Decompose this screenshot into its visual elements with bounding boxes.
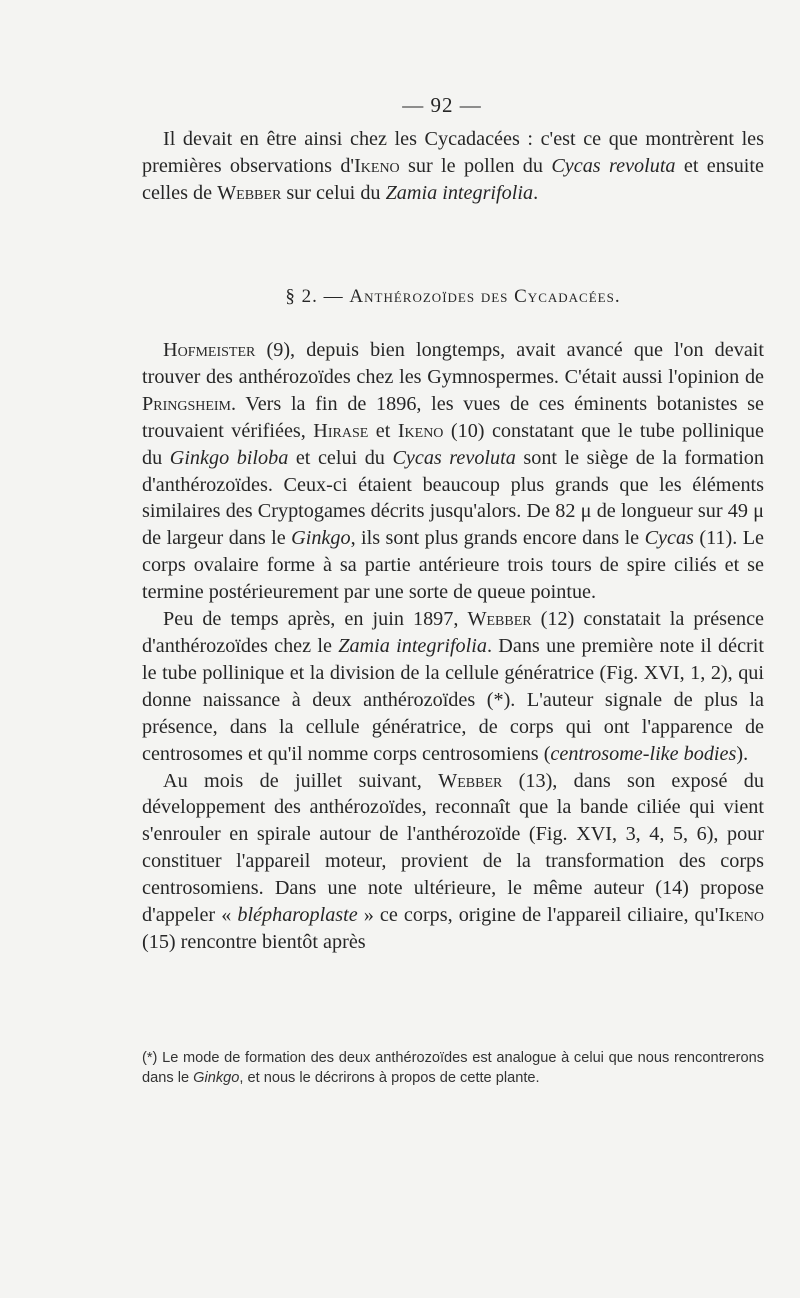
author-name: Hirase: [313, 419, 369, 442]
species-name: Ginkgo biloba: [169, 446, 289, 469]
footnote-text: [142, 1048, 764, 1088]
text-run: , et nous le décrirons à propos de cette plante.: [239, 1070, 540, 1086]
text-run: (*) Le mode de formation des deux anthérozoïdes est analogue à celui que nous rencontrerons dans le: [142, 1050, 764, 1086]
intro-paragraph: [142, 126, 764, 207]
species-name: Zamia integrifolia: [385, 181, 534, 204]
text-run: Il devait en être ainsi chez les Cycadacées : c'est ce que montrèrent les premières observations d': [142, 128, 764, 177]
text-run: Peu de temps après, en juin 1897,: [163, 608, 468, 631]
author-name: Ikeno: [397, 419, 444, 442]
text-run: , ils sont plus grands encore dans le: [350, 527, 645, 550]
text-run: et: [368, 419, 398, 442]
species-name: Cycas: [644, 527, 694, 550]
term-italic: centrosome-like bodies: [550, 742, 737, 765]
text-run: (15) rencontre bientôt après: [142, 930, 366, 953]
species-name: Cycas revoluta: [551, 154, 676, 177]
paragraph-hofmeister: [142, 337, 764, 606]
text-run: et celui du: [288, 446, 393, 469]
text-run: (10) constatant que le tube pollinique du: [142, 419, 764, 469]
text-run: et ensuite celles de: [142, 154, 764, 204]
text-run: . Dans une première note il décrit le tube pollinique et la division de la cellule génératrice (Fig. XVI, 1, 2), qui donne naissance à deux anthérozoïdes (*). L'auteur signale de plus la présence, dans la cellule génératrice, de corps qui ont l'apparence de centrosomes et qu'il nomme corps centrosomiens (: [142, 634, 764, 765]
species-name: Ginkgo: [193, 1070, 240, 1086]
species-name: Ginkgo: [291, 527, 351, 550]
author-name: Webber: [438, 769, 503, 792]
author-name: Webber: [467, 608, 532, 631]
text-run: Au mois de juillet suivant,: [163, 769, 439, 792]
term-italic: blépharoplaste: [237, 904, 358, 927]
author-name: Webber: [217, 181, 282, 204]
text-run: (12) constatait la présence d'anthérozoïdes chez le: [142, 608, 765, 657]
text-run: (11). Le corps ovalaire forme à sa partie antérieure trois tours de spire ciliés et se termine postérieurement par une sorte de queue pointue.: [142, 527, 764, 604]
text-run: ).: [736, 742, 749, 765]
text-run: » ce corps, origine de l'appareil ciliaire, qu': [357, 904, 719, 927]
text-run: sont le siège de la formation d'anthérozoïdes. Ceux-ci étaient beaucoup plus grands que les éléments similaires des Cryptogames décrits jusqu'alors. De 82 μ de longueur sur 49 μ de largeur dans le: [142, 446, 764, 550]
author-name: Pringsheim: [142, 392, 232, 415]
text-run: .: [533, 181, 539, 204]
paragraph-webber-july: [142, 768, 764, 956]
author-name: Hofmeister: [163, 339, 256, 361]
author-name: Ikeno: [354, 154, 400, 177]
section-number: § 2. —: [285, 286, 350, 307]
species-name: Zamia integrifolia: [338, 634, 487, 657]
section-title: Anthérozoïdes des Cycadacées.: [349, 286, 621, 307]
body-text: [142, 337, 764, 956]
text-run: (13), dans son exposé du développement des anthérozoïdes, reconnaît que la bande ciliée qui vient s'enrouler en spirale autour de l'anthérozoïde (Fig. XVI, 3, 4, 5, 6), pour constituer l'appareil moteur, provient de la transformation des corps centrosomiens. Dans une note ultérieure, le même auteur (14) propose d'appeler «: [142, 769, 764, 927]
page-number: — 92 —: [402, 93, 482, 117]
intro-paragraph-block: [142, 126, 764, 207]
text-run: sur celui du: [281, 181, 386, 204]
paragraph-webber-june: [142, 606, 764, 767]
text-run: (9), depuis bien longtemps, avait avancé que l'on devait trouver des anthérozoïdes chez les Gymnospermes. C'était aussi l'opinion de: [142, 339, 764, 388]
footnote: [142, 1048, 764, 1088]
text-run: sur le pollen du: [399, 154, 552, 177]
author-name: Ikeno: [718, 904, 764, 927]
species-name: Cycas revoluta: [392, 446, 516, 469]
text-run: . Vers la fin de 1896, les vues de ces éminents botanistes se trouvaient vérifiées,: [142, 392, 764, 442]
section-heading: [142, 284, 764, 311]
